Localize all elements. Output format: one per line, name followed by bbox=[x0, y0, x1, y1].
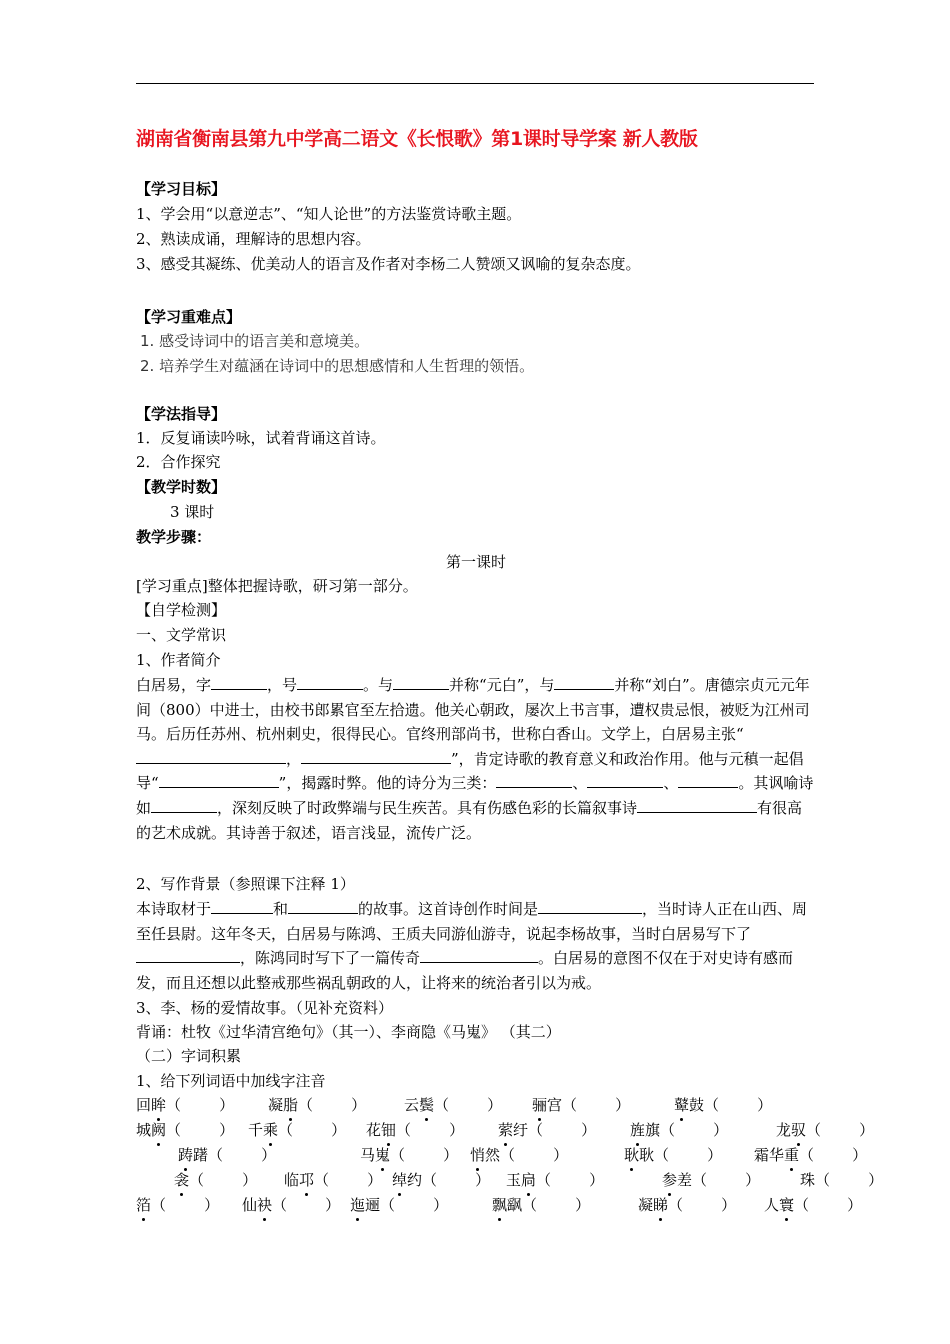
vocab-item: 迤逦（ ） bbox=[350, 1196, 449, 1214]
steps-label: 教学步骤： bbox=[136, 528, 212, 546]
goal-item: 1、学会用“以意逆志”、“知人论世”的方法鉴赏诗歌主题。 bbox=[136, 205, 522, 223]
method-item: 1．反复诵读吟咏，试着背诵这首诗。 bbox=[136, 429, 386, 447]
vocab-item: 仙袂（ ） bbox=[242, 1196, 341, 1214]
blank-field[interactable] bbox=[587, 772, 663, 788]
lesson-focus: [学习重点]整体把握诗歌，研习第一部分。 bbox=[136, 577, 418, 595]
vocab-item: 回眸（ ） bbox=[136, 1096, 235, 1114]
pinyin-blank[interactable]: （ ） bbox=[151, 1196, 220, 1214]
vocab-item: 城阙（ ） bbox=[136, 1121, 235, 1139]
pinyin-blank[interactable]: （ ） bbox=[660, 1121, 729, 1139]
pinyin-blank[interactable]: （ ） bbox=[654, 1146, 723, 1164]
underlined-char: 箔 bbox=[136, 1196, 152, 1214]
vocab-item: 凝脂（ ） bbox=[268, 1096, 367, 1114]
blank-field[interactable] bbox=[538, 898, 642, 914]
blank-field[interactable] bbox=[393, 674, 449, 690]
blank-field[interactable] bbox=[678, 772, 738, 788]
section-author: 1、作者简介 bbox=[136, 651, 221, 669]
section-love-story: 3、李、杨的爱情故事。（见补充资料） bbox=[136, 999, 394, 1017]
pinyin-blank[interactable]: （ ） bbox=[806, 1121, 875, 1139]
vocab-item: 骊宫（ ） bbox=[532, 1096, 631, 1114]
underlined-char: 衾 bbox=[174, 1171, 190, 1189]
vocab-item: 参差（ ） bbox=[662, 1171, 761, 1189]
vocab-item: 人寰（ ） bbox=[764, 1196, 863, 1214]
pinyin-blank[interactable]: （ ） bbox=[434, 1096, 503, 1114]
pinyin-blank[interactable]: （ ） bbox=[500, 1146, 569, 1164]
vocab-item: 玉扃（ ） bbox=[506, 1171, 605, 1189]
blank-field[interactable] bbox=[554, 674, 614, 690]
word-row bbox=[136, 1094, 816, 1116]
underlined-char: 鼙 bbox=[674, 1096, 690, 1114]
pinyin-blank[interactable]: （ ） bbox=[528, 1121, 597, 1139]
blank-field[interactable] bbox=[211, 898, 273, 914]
vocab-item: 云鬓（ ） bbox=[404, 1096, 503, 1114]
pinyin-blank[interactable]: （ ） bbox=[704, 1096, 773, 1114]
pinyin-blank[interactable]: （ ） bbox=[692, 1171, 761, 1189]
word-row bbox=[136, 1119, 875, 1141]
underlined-char: 重 bbox=[784, 1146, 800, 1164]
pinyin-blank[interactable]: （ ） bbox=[668, 1196, 737, 1214]
lesson-title: 第一课时 bbox=[445, 553, 506, 571]
method-item: 2．合作探究 bbox=[136, 453, 221, 471]
recite-line: 背诵：杜牧《过华清宫绝句》（其一）、李商隐《马嵬》 （其二） bbox=[136, 1023, 561, 1041]
hours-heading: 【教学时数】 bbox=[136, 478, 227, 496]
section-vocabulary: （二）字词积累 bbox=[136, 1047, 242, 1065]
vocab-item: 珠（ ） bbox=[800, 1171, 884, 1189]
blank-field[interactable] bbox=[637, 797, 757, 813]
pinyin-blank[interactable]: （ ） bbox=[815, 1171, 884, 1189]
method-heading: 【学法指导】 bbox=[136, 405, 227, 423]
vocab-item: 凝睇（ ） bbox=[638, 1196, 737, 1214]
underlined-char: 嵬 bbox=[375, 1146, 391, 1164]
vocab-item: 飘飖（ ） bbox=[492, 1196, 591, 1214]
vocab-item: 马嵬（ ） bbox=[360, 1146, 459, 1164]
vocab-item: 临邛（ ） bbox=[284, 1171, 383, 1189]
underlined-char: 邛 bbox=[299, 1171, 315, 1189]
vocab-item: 耿耿（ ） bbox=[624, 1146, 723, 1164]
blank-field[interactable] bbox=[288, 898, 358, 914]
pinyin-blank[interactable]: （ ） bbox=[298, 1096, 367, 1114]
vocab-item: 鼙鼓（ ） bbox=[674, 1096, 773, 1114]
key-points-heading: 【学习重难点】 bbox=[136, 308, 242, 326]
pinyin-blank[interactable]: （ ） bbox=[799, 1146, 868, 1164]
background-paragraph: 本诗取材于 和 的故事。这首诗创作时间是 ，当时诗人正在山西、周至任县尉。这年冬天，白居易与陈鸿、王质夫同游仙游寺，说起李杨故事，当时白居易写下了，陈鸿同时写下了一篇传奇 。白居易的意图不仅在于对史诗有感而发，而且还想以此整戒那些祸乱朝政的人，让将来的统治者引以为戒。 bbox=[136, 900, 808, 992]
vocab-item: 花钿（ ） bbox=[366, 1121, 465, 1139]
underlined-char: 钿 bbox=[381, 1121, 397, 1139]
blank-field[interactable] bbox=[211, 674, 267, 690]
underlined-char: 旌 bbox=[630, 1121, 646, 1139]
vocab-item: 千乘（ ） bbox=[248, 1121, 347, 1139]
underlined-char: 悄 bbox=[470, 1146, 486, 1164]
underlined-char: 绰 bbox=[392, 1171, 408, 1189]
blank-field[interactable] bbox=[496, 772, 572, 788]
key-point-item: 1. 感受诗词中的语言美和意境美。 bbox=[140, 332, 370, 350]
underlined-char: 扃 bbox=[521, 1171, 537, 1189]
pinyin-blank[interactable]: （ ） bbox=[189, 1171, 258, 1189]
vocab-item bbox=[174, 1169, 257, 1191]
blank-field[interactable] bbox=[151, 797, 217, 813]
underlined-char: 飘 bbox=[492, 1196, 508, 1214]
blank-field[interactable] bbox=[136, 947, 240, 963]
pinyin-blank[interactable]: （ ） bbox=[166, 1121, 235, 1139]
pinyin-blank[interactable]: （ ） bbox=[208, 1146, 277, 1164]
pinyin-blank[interactable]: （ ） bbox=[278, 1121, 347, 1139]
section-background: 2、写作背景（参照课下注释 1） bbox=[136, 875, 355, 893]
vocab-item: 绰约（ ） bbox=[392, 1171, 491, 1189]
word-row bbox=[136, 1169, 884, 1191]
pinyin-instruction: 1、给下列词语中加线字注音 bbox=[136, 1072, 326, 1090]
underlined-char: 袂 bbox=[257, 1196, 273, 1214]
underlined-char: 迤 bbox=[350, 1196, 366, 1214]
underlined-char: 寰 bbox=[779, 1196, 795, 1214]
self-check-heading: 【自学检测】 bbox=[136, 601, 227, 619]
goals-heading: 【学习目标】 bbox=[136, 180, 227, 198]
vocab-item: 悄然（ ） bbox=[470, 1146, 569, 1164]
word-row bbox=[136, 1144, 868, 1166]
top-rule bbox=[136, 83, 814, 84]
pinyin-blank[interactable]: （ ） bbox=[380, 1196, 449, 1214]
pinyin-blank[interactable]: （ ） bbox=[536, 1171, 605, 1189]
vocab-item: 踌躇（ ） bbox=[178, 1146, 277, 1164]
pinyin-blank[interactable]: （ ） bbox=[272, 1196, 341, 1214]
blank-field[interactable] bbox=[159, 772, 279, 788]
vocab-item: 旌旗（ ） bbox=[630, 1121, 729, 1139]
underlined-char: 乘 bbox=[263, 1121, 279, 1139]
underlined-char: 阙 bbox=[151, 1121, 167, 1139]
pinyin-blank[interactable]: （ ） bbox=[390, 1146, 459, 1164]
underlined-char: 踌 bbox=[178, 1146, 194, 1164]
underlined-char: 脂 bbox=[283, 1096, 299, 1114]
blank-field[interactable] bbox=[136, 748, 286, 764]
blank-field[interactable] bbox=[420, 947, 538, 963]
underlined-char: 骊 bbox=[532, 1096, 548, 1114]
pinyin-blank[interactable]: （ ） bbox=[166, 1096, 235, 1114]
author-bio-paragraph: 白居易，字 ，号 。与 并称“元白”，与 并称“刘白”。唐德宗贞元元年间（800）中进士，由校书郎累官至左拾遗。他关心朝政，屡次上书言事，遭权贵忌恨，被贬为江州司马。后历任苏州、杭州刺史，很得民心。官终刑部尚书，世称白香山。文学上，白居易主张“， ”，肯定诗歌的教育意义和政治作用。他与元稹一起倡导“ ”，揭露时弊。他的诗分为三类： 、 、 。其讽喻诗如 ，深刻反映了时政弊端与民生疾苦。具有伤感色彩的长篇叙事诗 有很高的艺术成就。其诗善于叙述，语言浅显，流传广泛。 bbox=[136, 676, 814, 842]
key-point-item: 2. 培养学生对蕴涵在诗词中的思想感情和人生哲理的领悟。 bbox=[140, 357, 535, 375]
pinyin-blank[interactable]: （ ） bbox=[396, 1121, 465, 1139]
underlined-char: 参 bbox=[662, 1171, 678, 1189]
pinyin-blank[interactable]: （ ） bbox=[314, 1171, 383, 1189]
goal-item: 3、感受其凝练、优美动人的语言及作者对李杨二人赞颂又讽喻的复杂态度。 bbox=[136, 255, 641, 273]
document-title: 湖南省衡南县第九中学高二语文《长恨歌》第1课时导学案 新人教版 bbox=[136, 128, 698, 150]
pinyin-blank[interactable]: （ ） bbox=[794, 1196, 863, 1214]
blank-field[interactable] bbox=[297, 674, 363, 690]
pinyin-blank[interactable]: （ ） bbox=[422, 1171, 491, 1189]
underlined-char: 眸 bbox=[151, 1096, 167, 1114]
underlined-char: 鬓 bbox=[419, 1096, 435, 1114]
underlined-char: 睇 bbox=[653, 1196, 669, 1214]
pinyin-blank[interactable]: （ ） bbox=[522, 1196, 591, 1214]
underlined-char: 驭 bbox=[791, 1121, 807, 1139]
hours-value: 3 课时 bbox=[170, 503, 215, 521]
vocab-item: 萦纡（ ） bbox=[498, 1121, 597, 1139]
vocab-item bbox=[136, 1194, 219, 1216]
word-row bbox=[136, 1194, 863, 1216]
pinyin-blank[interactable]: （ ） bbox=[562, 1096, 631, 1114]
vocab-item: 霜华重（ ） bbox=[754, 1146, 868, 1164]
section-literature: 一、文学常识 bbox=[136, 626, 227, 644]
goal-item: 2、熟读成诵，理解诗的思想内容。 bbox=[136, 230, 371, 248]
vocab-item: 龙驭（ ） bbox=[776, 1121, 875, 1139]
underlined-char: 萦 bbox=[498, 1121, 514, 1139]
underlined-char: 耿 bbox=[624, 1146, 640, 1164]
blank-field[interactable] bbox=[301, 748, 451, 764]
